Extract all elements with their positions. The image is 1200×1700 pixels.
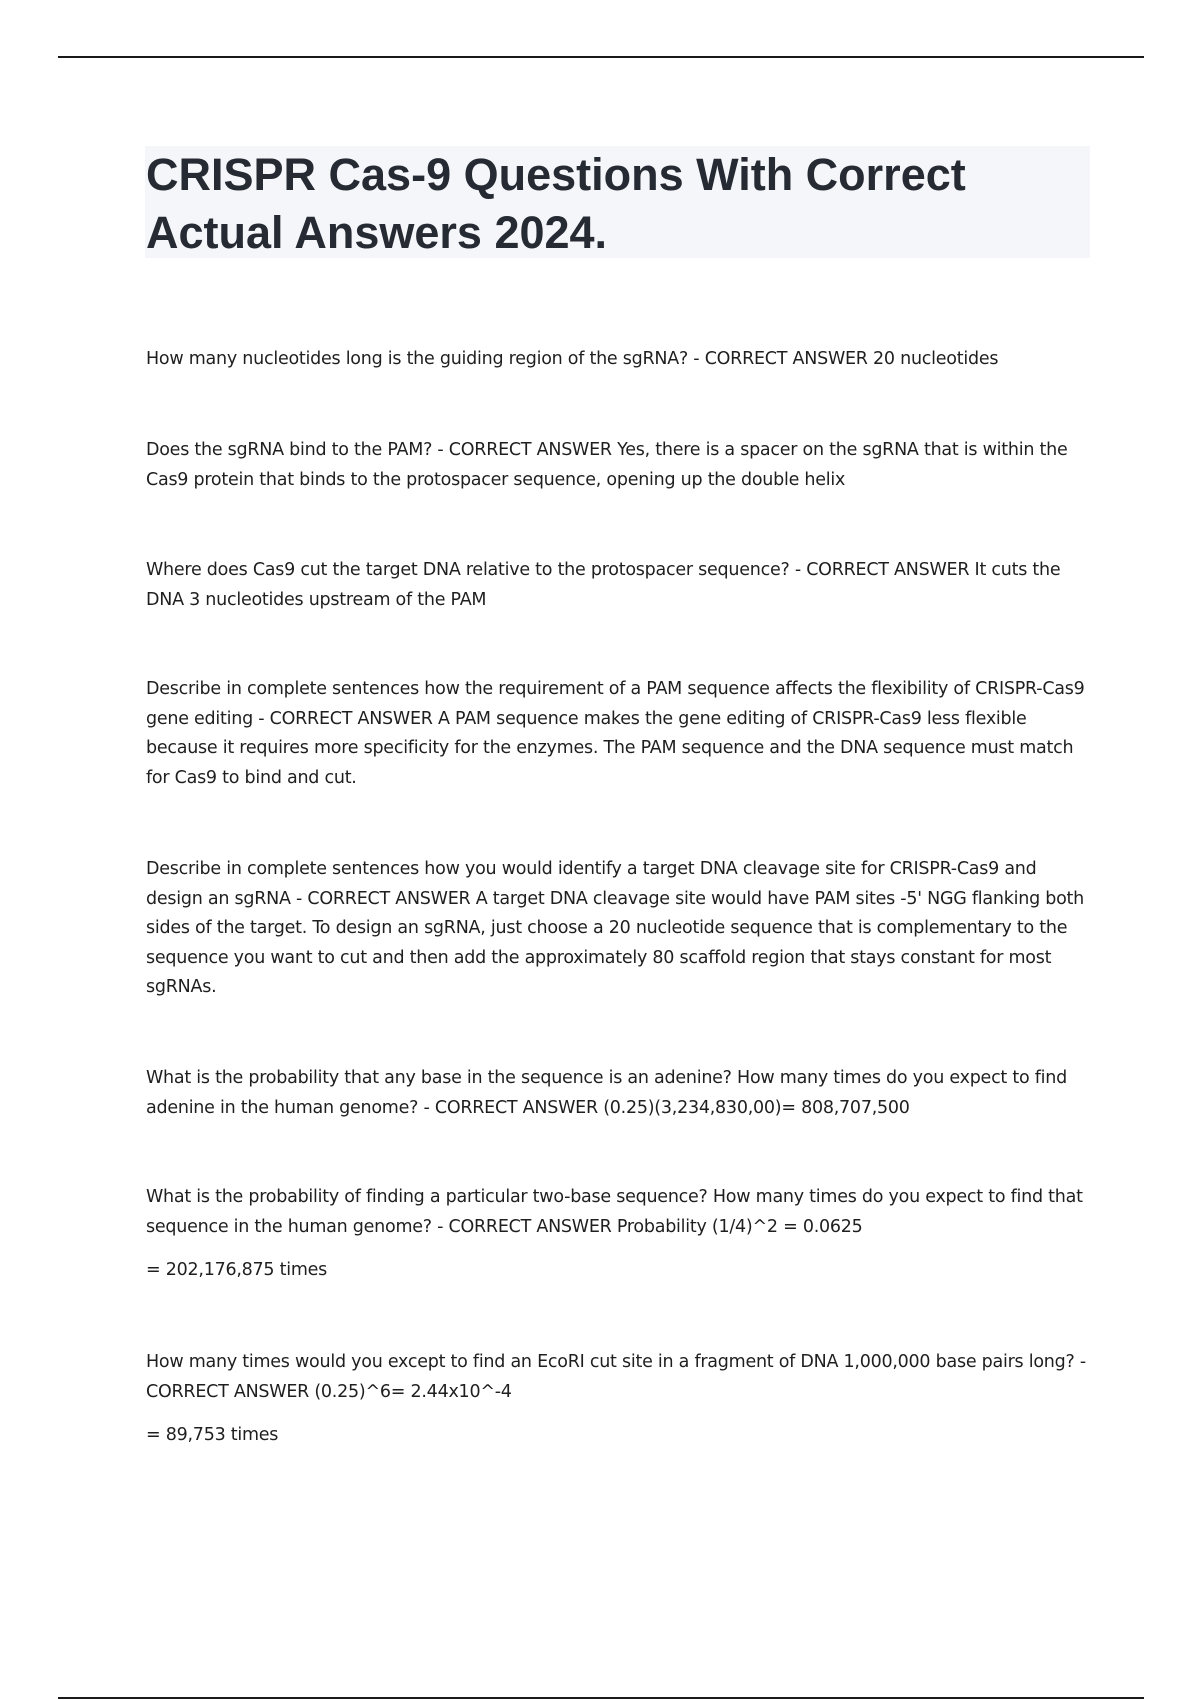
qa-item-8 [146, 1348, 1091, 1451]
footer-rule [58, 1697, 1144, 1699]
document-title: CRISPR Cas-9 Questions With Correct Actual Answers 2024. [146, 149, 966, 258]
qa-text: What is the probability of finding a particular two-base sequence? How many times do you expect to find that sequence in the human genome? - CORRECT ANSWER Probability (1/4)^2 = 0.0625 [146, 1187, 1083, 1237]
qa-text: How many times would you except to find an EcoRI cut site in a fragment of DNA 1,000,000 base pairs long? - CORRECT ANSWER (0.25)^6= 2.44x10^-4 [146, 1352, 1086, 1402]
header-rule [58, 56, 1144, 58]
qa-text: Does the sgRNA bind to the PAM? - CORRECT ANSWER Yes, there is a spacer on the sgRNA that is within the Cas9 protein that binds to the protospacer sequence, opening up the double helix [146, 440, 1068, 490]
qa-item-7 [146, 1183, 1091, 1286]
qa-text: What is the probability that any base in the sequence is an adenine? How many times do you expect to find adenine in the human genome? - CORRECT ANSWER (0.25)(3,234,830,00)= 808,707,500 [146, 1068, 1067, 1118]
qa-item-5 [146, 855, 1091, 1003]
qa-result: = 202,176,875 times [146, 1260, 328, 1280]
qa-text: How many nucleotides long is the guiding region of the sgRNA? - CORRECT ANSWER 20 nucleotides [146, 349, 999, 369]
qa-text: Describe in complete sentences how you would identify a target DNA cleavage site for CRISPR-Cas9 and design an sgRNA - CORRECT ANSWER A target DNA cleavage site would have PAM sites -5' NGG flanking both sides of the target. To design an sgRNA, just choose a 20 nucleotide sequence that is complementary to the sequence you want to cut and then add the approximately 80 scaffold region that stays constant for most sgRNAs. [146, 859, 1085, 997]
qa-item-3 [146, 556, 1091, 615]
qa-result: = 89,753 times [146, 1425, 279, 1445]
qa-text: Where does Cas9 cut the target DNA relative to the protospacer sequence? - CORRECT ANSWER It cuts the DNA 3 nucleotides upstream of the PAM [146, 560, 1061, 610]
qa-item-1 [146, 345, 1091, 375]
qa-item-2 [146, 436, 1091, 495]
qa-item-6 [146, 1064, 1091, 1123]
qa-item-4 [146, 675, 1091, 793]
qa-text: Describe in complete sentences how the requirement of a PAM sequence affects the flexibility of CRISPR-Cas9 gene editing - CORRECT ANSWER A PAM sequence makes the gene editing of CRISPR-Cas9 less flexible because it requires more specificity for the enzymes. The PAM sequence and the DNA sequence must match for Cas9 to bind and cut. [146, 679, 1085, 788]
